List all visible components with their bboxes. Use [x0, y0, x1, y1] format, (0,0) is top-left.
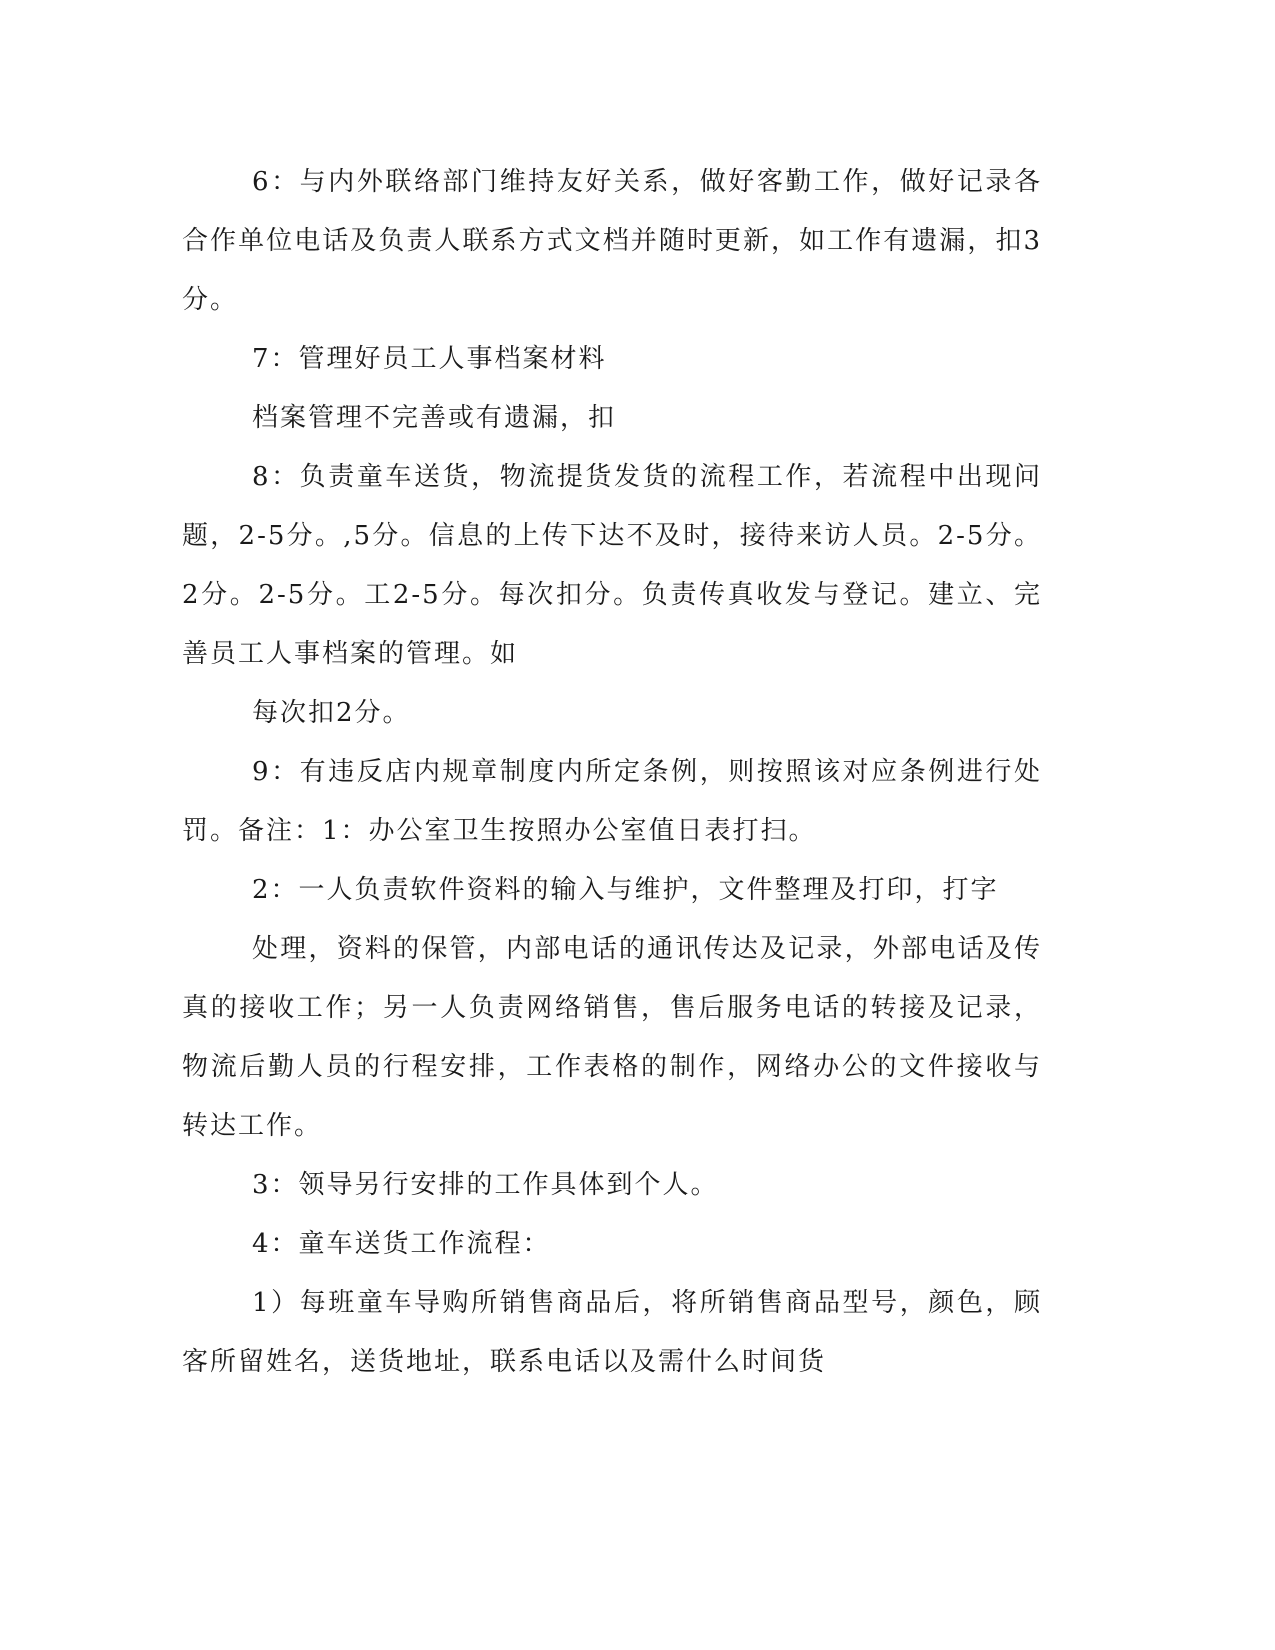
paragraph-7-personnel-files: 7：管理好员工人事档案材料: [252, 344, 607, 374]
paragraph-note-4-delivery-process: 4：童车送货工作流程：: [252, 1229, 551, 1259]
document-body: [182, 153, 1042, 1392]
paragraph-6-client-relations: 6：与内外联络部门维持友好关系，做好客勤工作，做好记录各合作单位电话及负责人联系方式文档并随时更新，如工作有遗漏，扣3分。: [182, 167, 1042, 315]
paragraph-step-1-sales-record: 1）每班童车导购所销售商品后，将所销售商品型号，颜色，顾客所留姓名，送货地址，联系电话以及需什么时间货: [182, 1288, 1042, 1377]
paragraph-9-rule-violation: 9：有违反店内规章制度内所定条例，则按照该对应条例进行处罚。备注：1：办公室卫生按照办公室值日表打扫。: [182, 757, 1042, 846]
paragraph-note-2-software-data: 2：一人负责软件资料的输入与维护，文件整理及打印，打字: [252, 875, 999, 905]
paragraph-deduction-2-points: 每次扣2分。: [252, 698, 411, 728]
paragraph-8-delivery-logistics: 8：负责童车送货，物流提货发货的流程工作，若流程中出现问题，2-5分。,5分。信息的上传下达不及时，接待来访人员。2-5分。2分。2-5分。工2-5分。每次扣分。负责传真收发与登记。建立、完善员工人事档案的管理。如: [182, 462, 1042, 669]
paragraph-file-management-penalty: 档案管理不完善或有遗漏，扣: [252, 403, 617, 433]
paragraph-note-2-continued: 处理，资料的保管，内部电话的通讯传达及记录，外部电话及传真的接收工作；另一人负责网络销售，售后服务电话的转接及记录，物流后勤人员的行程安排，工作表格的制作，网络办公的文件接收与转达工作。: [182, 934, 1042, 1141]
paragraph-note-3-assignments: 3：领导另行安排的工作具体到个人。: [252, 1170, 719, 1200]
